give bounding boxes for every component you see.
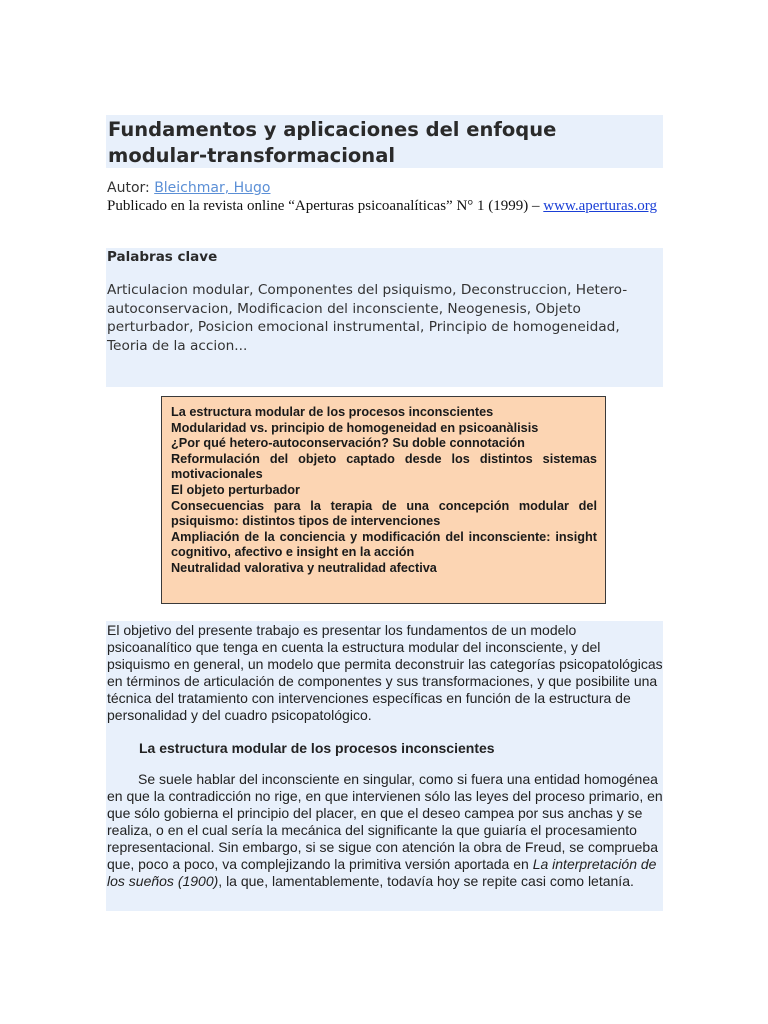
book-title: La interpretación de los sueños (1900)	[107, 856, 657, 889]
intro-paragraph: El objetivo del presente trabajo es presentar los fundamentos de un modelo psicoanalítico que tenga en cuenta la estructura modular del inconsciente, y del psiquismo en general, un modelo que permita deconstruir las categorías psicopatológicas en términos de articulación de componentes y sus transformaciones, y que posibilite una técnica del tratamiento con intervenciones específicas en función de la estructura de personalidad y del cuadro psicopatológico.	[107, 622, 663, 723]
publication-text: Publicado en la revista online “Aperturas psicoanalíticas” N° 1 (1999) –	[107, 198, 540, 214]
author-line	[107, 179, 270, 197]
toc-item: Consecuencias para la terapia de una concepción modular del psiquismo: distintos tipos de intervenciones	[171, 498, 597, 529]
toc-item: Ampliación de la conciencia y modificación del inconsciente: insight cognitivo, afectivo e insight en la acción	[171, 529, 597, 560]
toc-item: ¿Por qué hetero-autoconservación? Su doble connotación	[171, 436, 525, 451]
author-link[interactable]: Bleichmar, Hugo	[154, 180, 271, 196]
section-paragraph-start: Se suele hablar del inconsciente en singular, como si fuera una entidad homogénea en que la contradicción no rige, en que intervienen sólo las leyes del proceso primario, en que sólo gobierna el principio del placer, en que el deseo campea por sus anchas y se realiza, o en el cual sería la mecánica del significante la que guiaría el procesamiento representacional. Sin embargo, si se sigue con atención la obra de Freud, se comprueba que, poco a poco, va complejizando la primitiva versión aportada en	[107, 771, 663, 872]
publication-line	[107, 197, 707, 215]
table-of-contents	[161, 396, 606, 604]
toc-item: El objeto perturbador	[171, 482, 300, 497]
section-paragraph-end: , la que, lamentablemente, todavía hoy se repite casi como letanía.	[218, 873, 634, 889]
toc-item: La estructura modular de los procesos inconscientes	[171, 405, 494, 419]
section-paragraph	[107, 771, 663, 890]
toc-item: Reformulación del objeto captado desde los distintos sistemas motivacionales	[171, 451, 597, 482]
toc-item: Modularidad vs. principio de homogeneidad en psicoanàlisis	[171, 420, 539, 435]
author-label: Autor:	[107, 180, 150, 196]
keywords-text: Articulacion modular, Componentes del psiquismo, Deconstruccion, Hetero-autoconservacion, Modificacion del inconsciente, Neogenesis, Objeto perturbador, Posicion emocional instrumental, Principio de homogeneidad, Teoria de la accion...	[107, 282, 628, 354]
section-heading: La estructura modular de los procesos inconscientes	[139, 740, 495, 756]
keywords-heading: Palabras clave	[107, 249, 218, 265]
toc-item: Neutralidad valorativa y neutralidad afectiva	[171, 560, 437, 575]
aperturas-link[interactable]: www.aperturas.org	[543, 198, 658, 214]
document-title: Fundamentos y aplicaciones del enfoque modular-transformacional	[108, 118, 557, 167]
